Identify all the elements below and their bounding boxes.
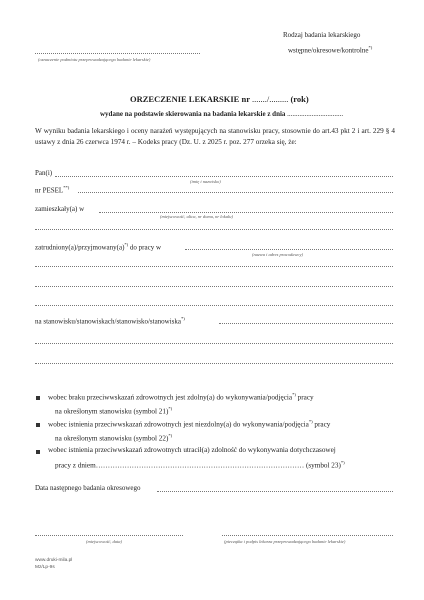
employer-field-3[interactable] [35, 286, 393, 287]
address-label: zamieszkały(a) w [35, 205, 85, 213]
address-caption: (miejscowość, ulica, nr domu, nr lokalu) [160, 214, 233, 219]
name-field[interactable] [55, 176, 393, 177]
place-date-caption: (miejscowość, data) [86, 539, 122, 544]
verdict-bullet[interactable] [36, 450, 40, 454]
verdict-fit-line1: wobec braku przeciwwskazań zdrowotnych jest zdolny(a) do wykonywania/podjęcia*) pracy [48, 392, 314, 402]
verdict-unfit-line2: na określonym stanowisku (symbol 22)*) [55, 433, 173, 443]
name-label: Pan(i) [35, 169, 53, 177]
position-field[interactable] [219, 323, 393, 324]
next-exam-label: Data następnego badania okresowego [35, 484, 141, 492]
name-caption: (imię i nazwisko) [190, 179, 221, 184]
doctor-caption: (pieczątka i podpis lekarza przeprowadzającego badanie lekarskie) [224, 539, 346, 544]
address-field[interactable] [99, 212, 393, 213]
page-title: ORZECZENIE LEKARSKIE nr ......./......... (rok) [130, 94, 309, 104]
place-date-field[interactable] [35, 535, 183, 536]
employer-field[interactable] [185, 249, 393, 250]
position-field-2[interactable] [35, 343, 393, 344]
exam-type-options: wstępne/okresowe/kontrolne*) [288, 45, 373, 55]
employer-field-2[interactable] [35, 266, 393, 267]
position-label: na stanowisku/stanowiskach/stanowisko/stanowiska*) [35, 316, 185, 326]
employer-field-4[interactable] [35, 305, 393, 306]
next-exam-field[interactable] [157, 491, 393, 492]
employed-label: zatrudniony(a)/przyjmowany(a)*) do pracy w [35, 242, 162, 252]
address-field-2[interactable] [35, 229, 393, 230]
verdict-lost-line1: wobec istnienia przeciwwskazań zdrowotnych utracił(a) zdolność do wykonywania dotychczasowej [48, 446, 336, 454]
exam-type-label: Rodzaj badania lekarskiego [283, 31, 361, 39]
referral-subtitle: wydane na podstawie skierowania na badania lekarskie z dnia ................................ [100, 110, 344, 118]
footer-website: www.druki-mila.pl [35, 558, 73, 563]
entity-line[interactable] [35, 53, 200, 54]
footer-code: Mz/Lp-9s [35, 565, 55, 570]
entity-caption: (oznaczenie podmiotu przeprowadzającego badanie lekarskie) [38, 57, 151, 62]
intro-text: W wyniku badania lekarskiego i oceny narażeń występujących na stanowisku pracy, stosownie do art.43 pkt 2 i art. 229 § 4 ustawy z dnia 26 czerwca 1974 r. – Kodeks pracy (Dz. U. z 2025 r. poz. 277 orzeka się, że: [35, 127, 395, 146]
doctor-signature-field[interactable] [222, 535, 393, 536]
position-field-3[interactable] [35, 363, 393, 364]
verdict-fit-line2: na określonym stanowisku (symbol 21)*) [55, 406, 173, 416]
pesel-label: nr PESEL**) [35, 185, 70, 195]
verdict-unfit-line1: wobec istnienia przeciwwskazań zdrowotnych jest niezdolny(a) do wykonywania/podjęcia*) pracy [48, 419, 331, 429]
pesel-field[interactable] [78, 192, 393, 193]
employer-caption: (nazwa i adres pracodawcy) [252, 252, 303, 257]
verdict-lost-line2: pracy z dniem…………………………………………………………………………… (symbol 23)*) [55, 460, 345, 470]
verdict-bullet[interactable] [36, 423, 40, 427]
verdict-bullet[interactable] [36, 396, 40, 400]
